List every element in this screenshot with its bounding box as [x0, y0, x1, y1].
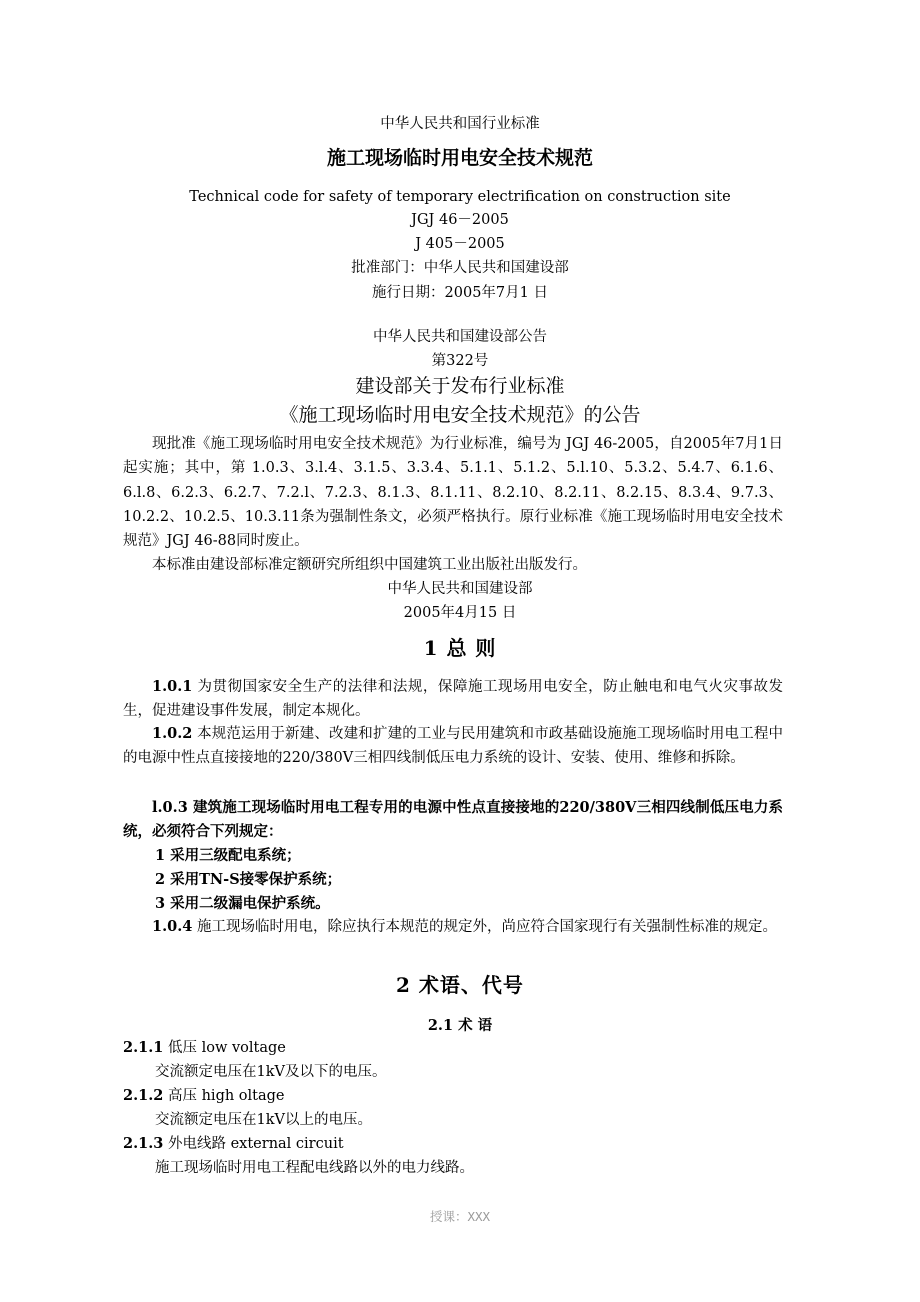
standard-code: JGJ 46－2005 — [411, 212, 509, 228]
clause-text: 施工现场临时用电，除应执行本规范的规定外，尚应符合国家现行有关强制性标准的规定。 — [192, 919, 777, 935]
clause-number: 1.0.4 — [152, 918, 193, 935]
term-2-1-2 — [123, 1086, 285, 1106]
list-item: 2 采用TN-S接零保护系统； — [155, 871, 342, 888]
notice-title-line1: 建设部关于发布行业标准 — [355, 375, 565, 397]
chapter2-heading: 2 术语、代号 — [396, 973, 524, 997]
issuer-label: 中华人民共和国行业标准 — [380, 116, 540, 132]
clause-1-0-4 — [123, 915, 783, 939]
filing-code: J 405－2005 — [415, 236, 505, 252]
term-name: 低压 low voltage — [163, 1040, 286, 1056]
notice-title-line2: 《施工现场临时用电安全技术规范》的公告 — [279, 404, 641, 426]
notice-date: 2005年4月15 日 — [403, 605, 517, 621]
term-definition: 交流额定电压在1kV以上的电压。 — [155, 1112, 372, 1128]
notice-body: 现批准《施工现场临时用电安全技术规范》为行业标准，编号为 JGJ 46-2005，自2005年7月1日起实施；其中，第 1.0.3、3.l.4、3.1.5、3.3.4、5.1.1、5.1.2、5.l.10、5.3.2、5.4.7、6.1.6、6.l.8、6.2.3、6.2.7、7.2.l、7.2.3、8.1.3、8.1.11、8.2.10、8.2.11、8.2.15、8.3.4、9.7.3、10.2.2、10.2.5、10.3.11条为强制性条文，必须严格执行。原行业标准《施工现场临时用电安全技术规范》JGJ 46-88同时废止。 — [123, 436, 783, 550]
term-number: 2.1.2 — [123, 1087, 164, 1104]
clause-text: 本规范运用于新建、改建和扩建的工业与民用建筑和市政基础设施施工现场临时用电工程中的电源中性点直接接地的220/380V三相四线制低压电力系统的设计、安装、使用、维修和拆除。 — [123, 726, 783, 767]
document-title-english: Technical code for safety of temporary electrification on construction site — [189, 189, 731, 205]
term-name: 外电线路 external circuit — [163, 1136, 344, 1152]
notice-number: 第322号 — [431, 353, 489, 369]
clause-1-0-3: l.0.3 建筑施工现场临时用电工程专用的电源中性点直接接地的220/380V三相四线制低压电力系统，必须符合下列规定： — [123, 799, 783, 841]
approving-department: 批准部门：中华人民共和国建设部 — [351, 260, 569, 276]
list-item: 3 采用二级漏电保护系统。 — [155, 895, 330, 912]
notice-org: 中华人民共和国建设部公告 — [373, 329, 547, 345]
document-title: 施工现场临时用电安全技术规范 — [326, 147, 593, 169]
term-number: 2.1.3 — [123, 1135, 164, 1152]
term-2-1-1 — [123, 1038, 286, 1058]
list-item: 1 采用三级配电系统； — [155, 847, 301, 864]
clause-number: 1.0.2 — [152, 725, 193, 742]
term-2-1-3 — [123, 1134, 344, 1154]
term-definition: 交流额定电压在1kV及以下的电压。 — [155, 1064, 387, 1080]
term-definition: 施工现场临时用电工程配电线路以外的电力线路。 — [155, 1160, 474, 1176]
notice-signature: 中华人民共和国建设部 — [387, 581, 533, 597]
term-number: 2.1.1 — [123, 1039, 164, 1056]
chapter1-heading: 1 总 则 — [423, 636, 497, 660]
clause-1-0-2 — [123, 722, 783, 771]
page-footer: 授课：XXX — [429, 1209, 491, 1224]
clause-number: 1.0.1 — [152, 678, 193, 695]
clause-1-0-1 — [123, 675, 783, 724]
term-name: 高压 high oltage — [163, 1088, 285, 1104]
effective-date: 施行日期：2005年7月1 日 — [372, 285, 548, 301]
notice-publisher-note: 本标准由建设部标准定额研究所组织中国建筑工业出版社出版发行。 — [152, 557, 587, 573]
section-2-1-heading: 2.1 术 语 — [427, 1017, 493, 1034]
clause-text: 为贯彻国家安全生产的法律和法规，保障施工现场用电安全，防止触电和电气火灾事故发生，促进建设事件发展，制定本规化。 — [123, 679, 783, 720]
